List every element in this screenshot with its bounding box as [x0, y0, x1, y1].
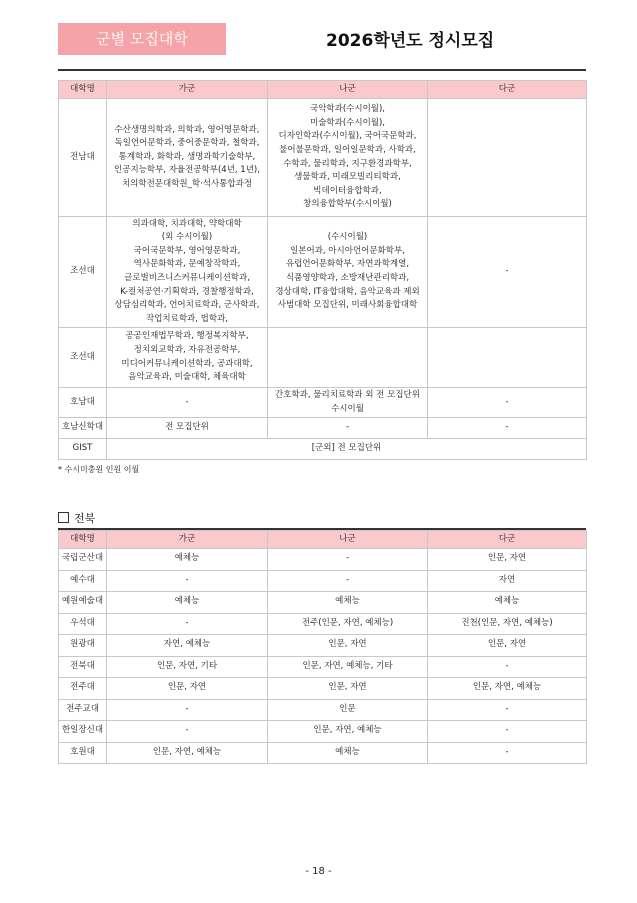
univ-cell: 예수대	[59, 570, 107, 592]
da-cell	[428, 99, 587, 217]
section-title: 전북	[74, 512, 96, 525]
column-header: 나군	[268, 81, 428, 99]
ga-cell: 인문, 자연, 기타	[107, 656, 268, 678]
table-row	[59, 742, 587, 764]
da-cell: 자연	[428, 570, 587, 592]
na-cell: -	[268, 570, 428, 592]
univ-cell: 전주교대	[59, 699, 107, 721]
column-header: 가군	[107, 81, 268, 99]
univ-cell: 호남신학대	[59, 418, 107, 439]
jeonbuk-table	[58, 530, 587, 764]
table-row	[59, 613, 587, 635]
da-cell: -	[428, 742, 587, 764]
univ-cell: 전남대	[59, 99, 107, 217]
column-header: 대학명	[59, 81, 107, 99]
na-cell: 예체능	[268, 592, 428, 614]
na-cell: 인문, 자연, 예체능	[268, 721, 428, 743]
na-cell: 인문, 자연	[268, 678, 428, 700]
na-cell: -	[268, 418, 428, 439]
column-header: 대학명	[59, 531, 107, 549]
univ-cell: 국립군산대	[59, 549, 107, 571]
section-badge: 군별 모집대학	[58, 23, 226, 55]
table-header-row	[59, 81, 587, 99]
univ-cell: 전북대	[59, 656, 107, 678]
table-row	[59, 418, 587, 439]
da-cell: 인문, 자연, 예체능	[428, 678, 587, 700]
ga-cell: -	[107, 613, 268, 635]
column-header: 나군	[268, 531, 428, 549]
table-row	[59, 439, 587, 460]
na-cell: 간호학과, 물리치료학과 외 전 모집단위 수시이월	[268, 388, 428, 418]
table-row	[59, 99, 587, 217]
table-row	[59, 721, 587, 743]
page-number: - 18 -	[305, 866, 332, 877]
ga-cell: -	[107, 570, 268, 592]
table-row	[59, 217, 587, 328]
ga-cell: 자연, 예체능	[107, 635, 268, 657]
table-row	[59, 678, 587, 700]
na-cell: 인문, 자연	[268, 635, 428, 657]
univ-cell: 원광대	[59, 635, 107, 657]
ga-cell: 수산생명의학과, 의학과, 영어영문학과, 독일언어문학과, 중어중문학과, 철학과, 통계학과, 화학과, 생명과학기술학부, 인공지능학부, 자율전공학부(4년, 1년), 치의학전문대학원_학·석사통합과정	[107, 99, 268, 217]
ga-cell: -	[107, 699, 268, 721]
univ-cell: 호원대	[59, 742, 107, 764]
table-row	[59, 388, 587, 418]
na-cell: 국악학과(수시이월), 미술학과(수시이월), 디자인학과(수시이월), 국어국문학과, 불어불문학과, 일어일문학과, 사학과, 수학과, 물리학과, 지구환경과학부, 생물학과, 미래모빌리티학과, 빅데이터융합학과, 창의융합학부(수시이월)	[268, 99, 428, 217]
da-cell: -	[428, 217, 587, 328]
span-cell: [군외] 전 모집단위	[107, 439, 587, 460]
da-cell: -	[428, 721, 587, 743]
univ-cell: 조선대	[59, 328, 107, 388]
univ-cell: 한일장신대	[59, 721, 107, 743]
na-cell	[268, 328, 428, 388]
da-cell: 인문, 자연	[428, 549, 587, 571]
da-cell: -	[428, 699, 587, 721]
table-row	[59, 549, 587, 571]
column-header: 다군	[428, 531, 587, 549]
ga-cell: 예체능	[107, 592, 268, 614]
ga-cell: 전 모집단위	[107, 418, 268, 439]
ga-cell: 의과대학, 치과대학, 약학대학 (외 수시이월) 국어국문학부, 영어영문학과, 역사문화학과, 문예창작학과, 글로벌비즈니스커뮤니케이션학과, K-컬처공연·기획학과, 경찰행정학과, 상담심리학과, 언어치료학과, 군사학과, 작업치료학과, 법학과,	[107, 217, 268, 328]
univ-cell: 조선대	[59, 217, 107, 328]
footnote: * 수시미충원 인원 이월	[58, 465, 140, 474]
na-cell: 예체능	[268, 742, 428, 764]
table-row	[59, 592, 587, 614]
da-cell: 예체능	[428, 592, 587, 614]
column-header: 가군	[107, 531, 268, 549]
ga-cell: 공공인재법무학과, 행정복지학부, 정치외교학과, 자유전공학부, 미디어커뮤니케이션학과, 공과대학, 음악교육과, 미술대학, 체육대학	[107, 328, 268, 388]
page-title: 2026학년도 정시모집	[326, 31, 495, 51]
table-header-row	[59, 531, 587, 549]
ga-cell: 인문, 자연	[107, 678, 268, 700]
univ-cell: 우석대	[59, 613, 107, 635]
da-cell: -	[428, 656, 587, 678]
univ-cell: GIST	[59, 439, 107, 460]
column-header: 다군	[428, 81, 587, 99]
na-cell: -	[268, 549, 428, 571]
na-cell: 인문, 자연, 예체능, 기타	[268, 656, 428, 678]
checkbox-square-icon	[58, 512, 69, 523]
univ-cell: 예원예술대	[59, 592, 107, 614]
na-cell: 전주(인문, 자연, 예체능)	[268, 613, 428, 635]
ga-cell: -	[107, 721, 268, 743]
da-cell: -	[428, 418, 587, 439]
da-cell	[428, 328, 587, 388]
table-row	[59, 328, 587, 388]
na-cell: 인문	[268, 699, 428, 721]
table-row	[59, 656, 587, 678]
da-cell: 진천(인문, 자연, 예체능)	[428, 613, 587, 635]
na-cell: (수시이월) 일본어과, 아시아언어문화학부, 유럽언어문화학부, 자연과학계열, 식품영양학과, 소방재난관리학과, 경상대학, IT융합대학, 음악교육과 제외 사범대학 모집단위, 미래사회융합대학	[268, 217, 428, 328]
da-cell: -	[428, 388, 587, 418]
divider	[58, 69, 586, 71]
ga-cell: 인문, 자연, 예체능	[107, 742, 268, 764]
ga-cell: 예체능	[107, 549, 268, 571]
section-heading	[58, 510, 95, 526]
table-row	[59, 570, 587, 592]
table-row	[59, 699, 587, 721]
gwangju-table	[58, 80, 587, 460]
univ-cell: 전주대	[59, 678, 107, 700]
ga-cell: -	[107, 388, 268, 418]
da-cell: 인문, 자연	[428, 635, 587, 657]
table-row	[59, 635, 587, 657]
univ-cell: 호남대	[59, 388, 107, 418]
